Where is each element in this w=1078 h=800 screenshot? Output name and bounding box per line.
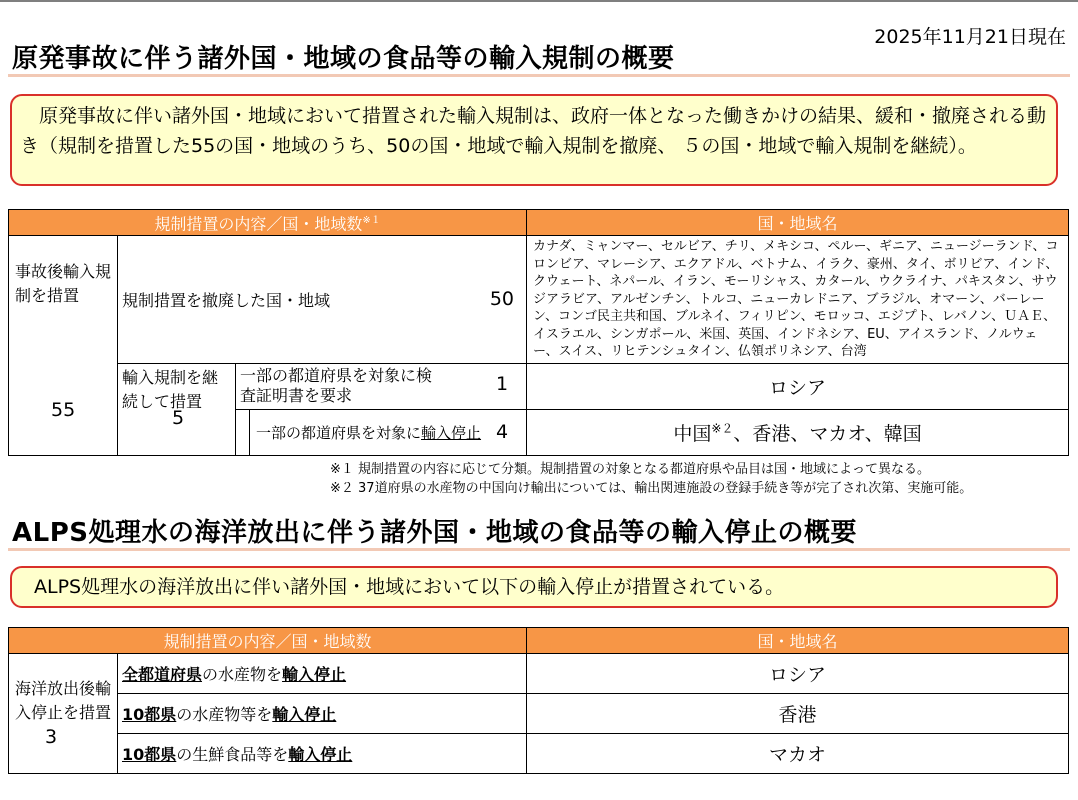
footnote-mark-1: ※１ bbox=[362, 214, 381, 226]
footnote-2: ※２ 37道府県の水産物の中国向け輸出については、輸出関連施設の登録手続き等が完了され次第、実施可能。 bbox=[330, 481, 973, 496]
section1-summary-callout: 原発事故に伴い諸外国・地域において措置された輸入規制は、政府一体となった働きかけの結果、緩和・撤廃される動き（規制を措置した55の国・地域のうち、50の国・地域で輸入規制を撤廃、 ５の国・地域で輸入規制を継続）。 bbox=[10, 94, 1058, 186]
accident-group-total: 55 bbox=[51, 399, 76, 421]
alps-group-count: 3 bbox=[45, 726, 58, 748]
stop-count: 4 bbox=[495, 421, 509, 443]
alps-group-label: 海洋放出後輸入停止を措置 bbox=[15, 679, 112, 722]
as-of-date: 2025年11月21日現在 bbox=[874, 26, 1066, 48]
alps-row-2-country: 香港 bbox=[527, 694, 1069, 734]
table1-header-left: 規制措置の内容／国・地域数$^{※1}$ bbox=[9, 210, 527, 236]
table2-header-left: 規制措置の内容／国・地域数 bbox=[9, 628, 527, 654]
alps-row-3-country: マカオ bbox=[527, 734, 1069, 774]
stop-countries: 中国$^{※2}$、香港、マカオ、韓国 bbox=[527, 409, 1069, 455]
certificate-label: 一部の都道府県を対象に検査証明書を要求 bbox=[240, 366, 433, 405]
certificate-row-cell bbox=[236, 363, 527, 409]
footnote-mark-2: ※２ bbox=[711, 421, 734, 436]
alps-group-cell bbox=[9, 654, 118, 774]
stop-row-cell bbox=[250, 409, 527, 455]
section1-title-underline bbox=[8, 74, 1070, 77]
stop-label: 一部の都道府県を対象に輸入停止 bbox=[256, 423, 482, 442]
abolished-country-list: カナダ、ミャンマー、セルビア、チリ、メキシコ、ペルー、ギニア、ニュージーランド、コロンビア、マレーシア、エクアドル、ベトナム、イラク、豪州、タイ、ボリビア、インド、クウェート、ネパール、イラン、モーリシャス、カタール、ウクライナ、パキスタン、サウジアラビア、アルゼンチン、トルコ、ニューカレドニア、ブラジル、オマーン、バーレーン、コンゴ民主共和国、ブルネイ、フィリピン、モロッコ、エジプト、レバノン、ＵＡＥ、イスラエル、シンガポール、米国、英国、インドネシア、EU、アイスランド、ノルウェー、スイス、リヒテンシュタイン、仏領ポリネシア、台湾 bbox=[527, 236, 1069, 364]
certificate-count: 1 bbox=[495, 372, 509, 395]
section1-title: 原発事故に伴う諸外国・地域の食品等の輸入規制の概要 bbox=[12, 44, 675, 74]
abolished-label: 規制措置を撤廃した国・地域 bbox=[122, 290, 331, 310]
continued-count: 5 bbox=[172, 406, 185, 429]
abolished-count: 50 bbox=[489, 288, 515, 311]
alps-row-1: 全都道府県の水産物を輸入停止 bbox=[118, 654, 527, 694]
alps-import-stop-table bbox=[8, 627, 1069, 774]
abolished-row-cell bbox=[118, 236, 527, 364]
accident-group-label: 事故後輸入規制を措置 bbox=[15, 262, 112, 305]
section2-title: ALPS処理水の海洋放出に伴う諸外国・地域の食品等の輸入停止の概要 bbox=[12, 518, 857, 548]
alps-row-2: 10都県の水産物等を輸入停止 bbox=[118, 694, 527, 734]
table2-header-right: 国・地域名 bbox=[527, 628, 1069, 654]
section2-title-underline bbox=[8, 548, 1070, 551]
footnote-1: ※１ 規制措置の内容に応じて分類。規制措置の対象となる都道府県や品目は国・地域によって異なる。 bbox=[330, 462, 931, 477]
footnotes bbox=[330, 460, 972, 498]
alps-row-1-country: ロシア bbox=[527, 654, 1069, 694]
indent-spacer bbox=[236, 409, 250, 455]
section2-summary-callout: ALPS処理水の海洋放出に伴い諸外国・地域において以下の輸入停止が措置されている。 bbox=[10, 566, 1058, 608]
certificate-country: ロシア bbox=[527, 363, 1069, 409]
top-border-line bbox=[0, 0, 1078, 2]
continued-group-cell bbox=[118, 363, 236, 455]
accident-group-cell bbox=[9, 236, 118, 456]
continued-label: 輸入規制を継続して措置 bbox=[122, 367, 219, 411]
nuclear-accident-regulation-table bbox=[8, 209, 1069, 456]
alps-row-3: 10都県の生鮮食品等を輸入停止 bbox=[118, 734, 527, 774]
table1-header-right: 国・地域名 bbox=[527, 210, 1069, 236]
